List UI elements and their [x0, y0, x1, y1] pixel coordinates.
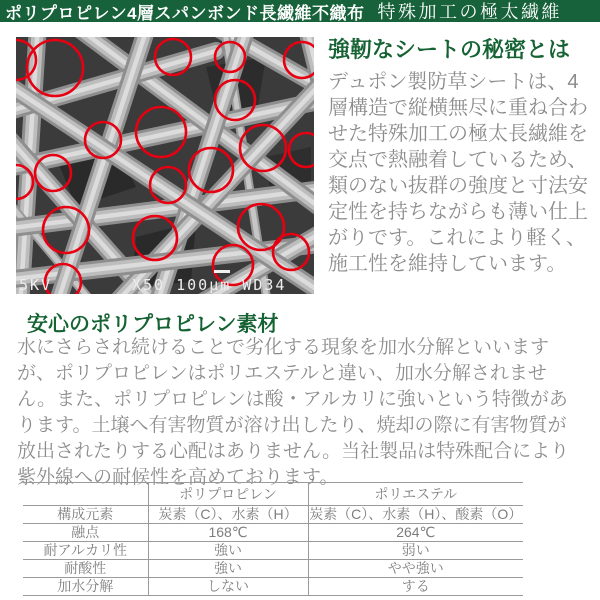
table-cell: やや強い — [387, 560, 444, 576]
table-cell: 炭素（C）、水素（H）、酸素（O） — [309, 506, 523, 522]
section-material-heading: 安心のポリプロピレン素材 — [27, 313, 279, 336]
table-cell: 168℃ — [148, 524, 308, 542]
section-strength-heading: 強靭なシートの秘密とは — [328, 37, 571, 62]
row-label: 耐アルカリ性 — [23, 542, 148, 560]
page-title: ポリプロピレン4層スパンボンド長繊維不織布 — [5, 3, 365, 22]
section-material-body: 水にさらされ続けることで劣化する現象を加水分解といいますが、ポリプロピレンはポリエステルと違い、加水分解されません。また、ポリプロピレンは酸・アルカリに強いという特徴があります。土壌へ有害物質が溶け出したり、焼却の際に有害物質が放出されたりする心配はありません。当社製品は特殊配合により紫外線への耐候性を高めております。 — [17, 337, 570, 488]
table-cell: 炭素（C）、水素（H） — [148, 506, 308, 524]
table-row — [23, 542, 523, 560]
column-header — [23, 483, 148, 506]
section-strength — [328, 36, 596, 277]
title-bar — [0, 0, 600, 22]
table-header-row — [23, 483, 523, 506]
row-label: 構成元素 — [23, 506, 148, 524]
page-subtitle: 特殊加工の極太繊維 — [377, 2, 563, 22]
table-cell: 強い — [148, 542, 308, 560]
table-row — [23, 578, 523, 596]
row-label: 耐酸性 — [23, 560, 148, 578]
sem-scale-bar — [214, 270, 230, 273]
row-label: 加水分解 — [23, 578, 148, 596]
sem-fiber-image — [16, 37, 314, 294]
table-cell: する — [401, 578, 430, 594]
table-cell: しない — [148, 578, 308, 596]
table-row — [23, 506, 523, 524]
sem-kv-label: 5KV — [19, 276, 53, 294]
table-row — [23, 524, 523, 542]
table-cell: 強い — [148, 560, 308, 578]
table-cell: 弱い — [401, 542, 430, 558]
sem-scale-label: X50 100μm WD34 — [132, 276, 287, 294]
row-label: 融点 — [23, 524, 148, 542]
column-header-polyester: ポリエステル — [374, 486, 458, 502]
sem-micrograph — [16, 37, 314, 294]
table-row — [23, 560, 523, 578]
column-header-polypropylene: ポリプロピレン — [148, 483, 308, 506]
table-cell: 264℃ — [396, 524, 436, 540]
comparison-table — [23, 482, 523, 596]
section-strength-body: デュポン製防草シートは、4層構造で縦横無尽に重ね合わせた特殊加工の極太長繊維を交点で熱融着しているため、類のない抜群の強度と寸法安定性を持ちながらも薄い仕上がりです。これにより軽く、施工性を維持しています。 — [328, 71, 588, 275]
